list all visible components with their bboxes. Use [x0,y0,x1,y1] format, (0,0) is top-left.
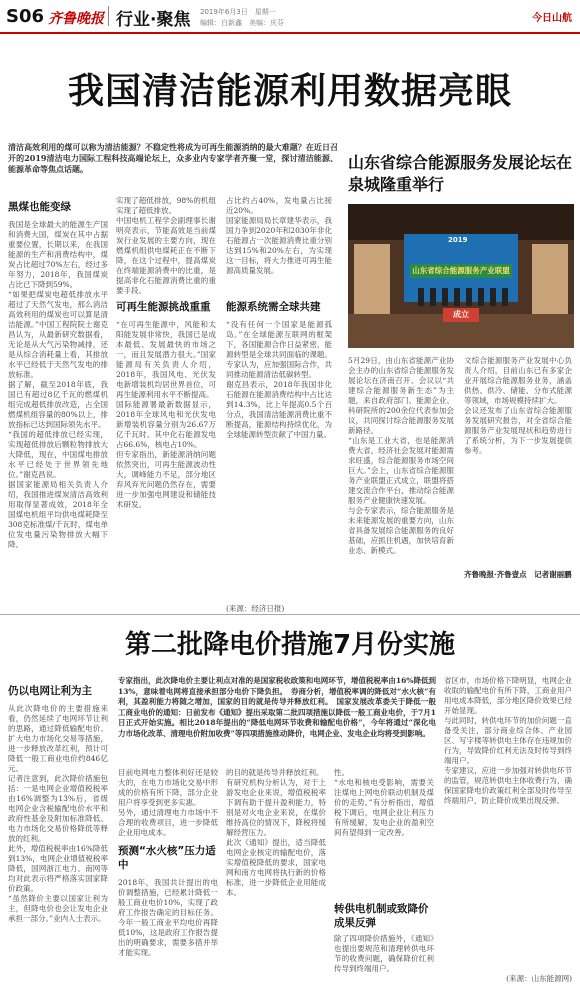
price-column-3 [226,768,326,988]
editor-line: 编辑：白新鑫 美编：庆芬 [200,19,284,27]
subheading-water-fire-nuclear: 预测“水火核”压力适中 [118,845,216,871]
forum-headline: 山东省综合能源服务发展论坛在泉城隆重举行 [348,153,573,194]
price-column-1 [8,684,108,992]
subheading-grid-concession: 仍以电网让利为主 [8,685,92,697]
paragraph: 国际能源署最新数据显示，2018年全球风电和光伏发电新增装机容量分别为26.67万亿千瓦时、其中化石能源发电占66.6%，核电占10%。 [116,400,216,449]
paragraph: 与会专家表示，综合能源服务是未来能源发展的重要方向，山东省具备发展综合能源服务的良好基础，应抓住机遇，加快培育新业态、新模式。 [348,506,454,555]
price-column-4 [334,768,434,996]
forum-column-1 [348,356,454,596]
paragraph: 据了解，截至2018年底，我国已有超过8亿千瓦的燃煤机组完成超低排放改造，占全国燃煤机组容量的80%以上，排放指标已达到国际领先水平。 [8,380,108,429]
article-column-3 [226,196,332,614]
page-number: S06 [6,6,45,27]
today-label: 今日山航 [532,13,572,24]
subheading-renewables: 可再生能源挑战重重 [116,301,211,313]
forum-photo-illustration [348,204,574,348]
paragraph: “我国的超低排放已经实现，实现超低排放后颗粒物排放大大降低，现在，中国煤电排放水平已经处于世界领先地位。”谢克昌说。 [8,430,108,479]
paragraph: 省区市，市场价格下降明显，电网企业收取的输配电价有所下降，工商业用户用电成本降低，部分地区降价效果已经开始显现。 [444,676,572,715]
paragraph: 会议还发布了山东省综合能源服务发展研究报告，对全省综合能源服务产业发展现状和趋势进行了系统分析，为下一步发展提供参考。 [464,406,572,455]
photo-year: 2019 [448,236,468,244]
paragraph: 与此同时，转供电环节的加价问题一直备受关注，部分商业综合体、产业园区、写字楼等转供电主体存在违规加价行为，导致降价红利无法及时传导到终端用户。 [444,716,572,765]
price-column-4-top-text [334,768,434,898]
paragraph: 目前电网电力整体利好还是较大的，在电力市场化交易中形成的价格有所下降，部分企业用户将享受到更多实惠。 [118,768,218,807]
subheading-global-system: 能源系统需全球共建 [226,301,321,313]
page-header [0,0,580,34]
price-column-2 [118,768,218,998]
column-2-bottom-text [116,320,216,620]
column-3-bottom-text [226,320,332,600]
paragraph: 有研究机构分析认为，对于上游发电企业来说，增值税税率下调有助于提升盈利能力，特别是对火电企业来说，在煤价维持高位的情况下，降税将缓解经营压力。 [226,778,326,837]
paragraph: 中国电机工程学会副理事长谢明亮表示，节能高效是当前煤炭行业发展的主要方向，现在燃煤机组供电煤耗正在不断下降，在这个过程中，提高煤炭在终端能源消费中的比重，是提高非化石能源消费比重的重要手段。 [116,216,216,294]
paragraph: 2018年，我国共计提出的电价调整措施，已经累计降低一般工商业电价10%，实现了政府工作报告确定的目标任务。今年一般工商业平均电价再降低10%，这是政府工作报告提出的明确要求，需要多措并举才能实现。 [118,878,218,957]
paragraph: 此外，增值税税率由16%降低到13%，电网企业增值税税率降低，国网浙江电力、南网等均对此表示将严格落实国家降价政策。 [8,844,108,893]
paragraph: 谢克昌表示，2018年我国非化石能源在能源消费结构中占比达到14.3%，比上年提高0.5个百分点，我国清洁能源消费比重不断提高，能源结构持续优化，为全球能源转型贡献了中国力量。 [226,380,332,439]
price-column-5-text [444,676,572,972]
main-headline: 我国清洁能源利用数据亮眼 [67,71,512,112]
column-2-top-text [116,196,216,294]
price-column-2-bottom-text [118,878,218,998]
paragraph: “在可再生能源中，风能和太阳能发展非常快，我国已是成本最低、发展最快的市场之一，而且发展潜力很大。”国家能源局有关负责人介绍，2018年，我国风电、光伏发电新增装机均居世界首位，可再生能源利用水平不断提高。 [116,320,216,399]
paragraph: 从此次降电价的主要措施来看，仍然延续了电网环节让利的思路，通过降低输配电价、扩大电力市场化交易等措施，进一步释放改革红利，预计可降低一般工商业电价约846亿元。 [8,704,108,773]
subheading-black-coal: 黑煤也能变绿 [8,201,71,213]
paragraph: 国家能源局局长章建华表示，我国力争到2020年和2030年非化石能源占一次能源消费比重分别达到15%和20%左右，为实现这一目标，将大力推进可再生能源高质量发展。 [226,216,332,275]
subheading-transfer-power: 转供电机制或致降价成果反弹 [334,903,429,929]
article-column-1 [8,200,108,630]
price-column-5 [444,676,572,984]
paragraph: 性。 [334,768,349,777]
price-column-2-top-text [118,768,218,838]
forum-column-2-text [464,356,572,566]
paragraph: “虽然降价主要以国家让利为主，但降电价也会让发电企业承担一部分。”业内人士表示。 [8,894,108,923]
header-rule [0,32,580,34]
paragraph: 此次《通知》提出，适当降低电网企业核定的输配电价，落实增值税降低的要求，国家电网和南方电网将执行新的价格标准，进一步降低企业用能成本。 [226,838,326,897]
paragraph: 除了四项降价措施外，《通知》也提出要规范和清理转供电环节的收费问题，确保降价红利传导到终端用户。 [334,934,434,973]
forum-photo [348,204,574,348]
paragraph: 另外，通过清理电力市场中不合理的收费项目，进一步降低企业用电成本。 [118,808,218,837]
paragraph: 专家建议，应进一步加强对转供电环节的监管，规范转供电主体收费行为，确保国家降电价政策红利全部及时传导至终端用户，防止降价成果出现反弹。 [444,766,572,805]
source-note: (来源：山东能源网) [506,974,572,983]
price-article-lead: 专家指出，此次降电价主要让利点对准的是国家税收政策和电网环节，增值税税率由16%降低到13%，意味着电网将直接承担部分电价下降负担。 券商分析，增值税率调的降低对“水火核”有利，其盈利能力将随之增加，国家的目的就是传导并释放红利。 国家发展改革委关于降低一般工商业电价的通知：日前发布《通知》提出采取第二批四项措施以降低一般工商业电价，于7月1日正式开始实施。相比2018年提出的“降低电网环节收费和输配电价格”，今年将通过“深化电力市场化改革、清理电价附加收费”等四项措施推动降价，电网企业、发电企业均将受到影响。 [118,676,436,738]
paragraph: 文综合能源服务产业发展中心负责人介绍，目前山东已有多家企业开展综合能源服务业务，涵盖供热、供冷、储能、分布式能源等领域，市场规模持续扩大。 [464,356,572,405]
paragraph: “没有任何一个国家是能源孤岛。”在全球能源互联网的框架下，各国能源合作日益紧密，能源转型是全球共同面临的课题。专家认为，应加强国际合作，共同推动能源清洁低碳转型。 [226,320,332,379]
section-title: 行业·聚焦 [116,10,191,30]
price-column-1-text [8,704,108,992]
secondary-headline: 第二批降电价措施7月份实施 [124,630,456,660]
paragraph: 但专家指出，新能源消纳问题依然突出，可再生能源波动性大，调峰能力不足，部分地区弃风弃光问题仍然存在，需要进一步加强电网建设和储能技术研发。 [116,450,216,509]
source-note: (来源：经济日报) [226,604,285,613]
paragraph: 我国是全球最大的能源生产国和消费大国，煤炭在其中占据重要位置，长期以来，在我国能源的生产和消费结构中，煤炭占比超过70%左右，经过多年努力，2018年，我国煤炭占比已下降到59%。 [8,220,108,289]
section-divider [0,614,580,615]
paragraph: 实现了超低排放，98%的机组实现了超低排放。 [116,196,216,215]
price-column-4-bottom-text [334,934,434,996]
header-divider [108,6,109,26]
article-lead: 清洁高效利用的煤可以称为清洁能源？不稳定性将成为可再生能源消纳的最大难题？在近日召开的2019清洁电力国际工程科技高端论坛上，众多业内专家学者齐聚一堂，探讨清洁能源、能源革命等焦点话题。 [8,142,338,174]
paragraph: “如果把煤炭电超低排放水平超过了天然气发电，那么消洁高效利用的煤炭也可以算是清洁能源。”中国工程院院士谢克昌认为，从最新研究数据看，无论是从大气污染物减排，还是从综合消耗量上看，其排放水平已经低于天然气发电的排放标准。 [8,290,108,379]
photo-banner-text: 山东省综合能源服务产业联盟 [412,266,510,275]
paragraph: 据国家能源局相关负责人介绍，我国推进煤炭清洁高效利用取得显著成效，2018年全国煤电机组平均供电煤耗降至308克标准煤/千瓦时，煤电单位发电量污染物排放大幅下降。 [8,480,108,549]
forum-column-1-text [348,356,454,596]
forum-author: 齐鲁晚报·齐鲁壹点 记者谢丽鹏 [464,570,572,579]
column-1-text [8,220,108,630]
column-3-top-text [226,196,332,294]
paragraph: 5月29日，由山东省能源产业协会主办的山东省综合能源服务发展论坛在济南召开。会议以“共建综合能源服务新生态”为主题，来自政府部门、能源企业、科研院所的200余位代表参加会议，共同探讨综合能源服务发展新路径。 [348,356,454,435]
paragraph: “水电和核电受影响，需要关注煤电上网电价联动机制及煤价的走势。”有分析指出，增值税下调后，电网企业让利压力有所缓解，发电企业的盈利空间有望得到一定改善。 [334,778,434,837]
paragraph: 记者注意到，此次降价措施包括：一是电网企业增值税税率由16%调整为13%后，省级电网企业含税输配电价水平和政府性基金及附加标准降低、电力市场化交易价格降低等释放的红利。 [8,774,108,843]
newspaper-logo: 齐鲁晚报 [48,11,104,27]
date-line: 2019年6月3日 星期一 [200,8,276,16]
paragraph: 占比约占40%，发电量占比接近20%。 [226,196,332,215]
photo-caption: 成立 [453,310,469,319]
paragraph: “山东是工业大省，也是能源消费大省，经济社会发展对能源需求旺盛，综合能源服务市场空间巨大。”会上，山东省综合能源服务产业联盟正式成立，联盟将搭建交流合作平台，推动综合能源服务产业健康快速发展。 [348,436,454,505]
price-column-3-text [226,768,326,988]
article-column-2 [116,196,216,620]
forum-column-2 [464,356,572,580]
paragraph: 的目的就是传导并释放红利。 [226,768,324,777]
